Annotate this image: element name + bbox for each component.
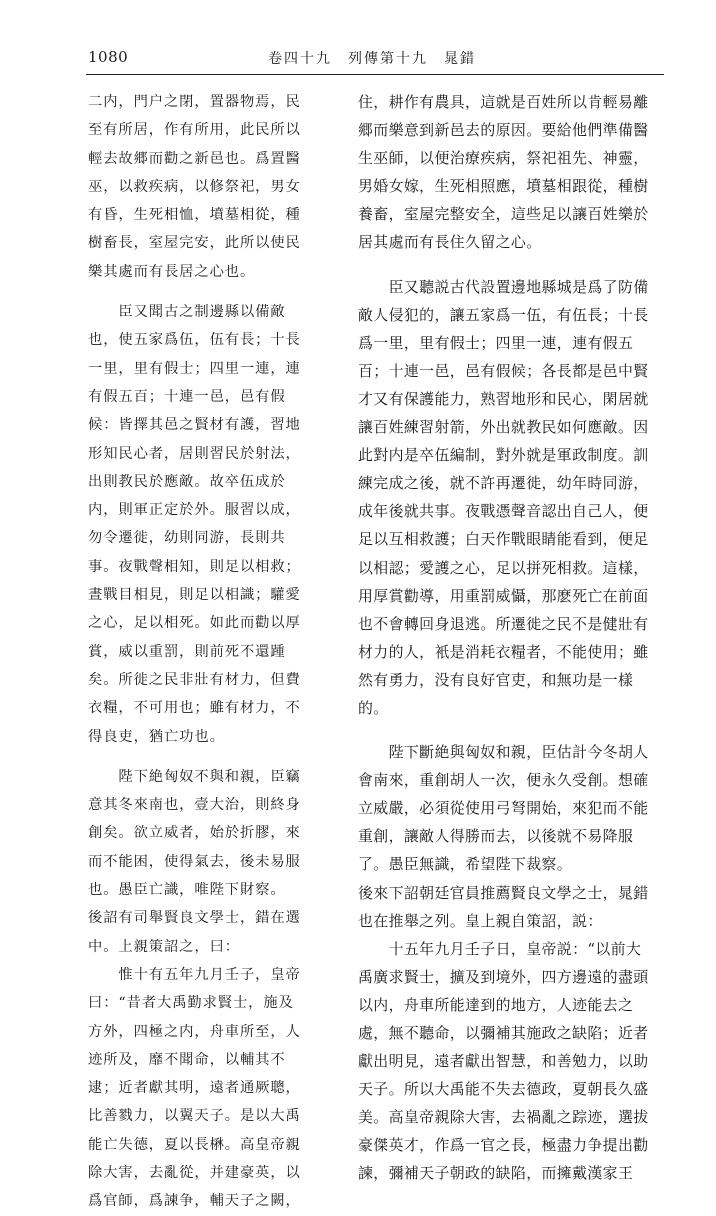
left-column-classical-text bbox=[88, 88, 334, 1216]
right-paragraph-5: 十五年九月壬子日，皇帝説：“以前大 禹廣求賢士，擴及到境外，四方邊遠的盡頭 以内，舟車所能達到的地方，人迹能去之 處，無不聽命，以彌補其施政之缺陷；近者 獻出明見，遠者獻出智慧，和善勉力，以助 天子。所以大禹能不失去德政，夏朝長久盛 美。高皇帝親除大害，去禍亂之踪迹，選拔 豪傑英才，作爲一官之長，極盡力争提出勸 諫，彌補天子朝政的缺陷，而擁戴漢家王 bbox=[358, 939, 649, 1183]
left-paragraph-1: 二内，門户之閉，置器物焉，民 至有所居，作有所用，此民所以 輕去故郷而勸之新邑也。爲置醫 巫，以救疾病，以修祭祀，男女 有昏，生死相恤，墳墓相從，種 樹畜長，室屋完安，此所以使民 樂其處而有長居之心也。 bbox=[88, 94, 301, 280]
header-rule bbox=[86, 74, 664, 75]
left-paragraph-3: 陛下絶匈奴不與和親，臣竊 意其冬來南也，壹大治，則終身 創矣。欲立威者，始於折膠，來 而不能困，使得氣去，後未易服 也。愚臣亡識，唯陛下財察。 bbox=[88, 768, 301, 899]
right-paragraph-3: 陛下斷絶與匈奴和親，臣估計今冬胡人 會南來，重創胡人一次，便永久受創。想確 立威嚴，必須從使用弓弩開始，來犯而不能 重創，讓敵人得勝而去，以後就不易降服 了。愚臣無識，希望陛下裁察。 bbox=[358, 743, 649, 874]
left-paragraph-2: 臣又聞古之制邊縣以備敵 也，使五家爲伍，伍有長；十長 一里，里有假士；四里一連，連 有假五百；十連一邑，邑有假 候：皆擇其邑之賢材有護，習地 形知民心者，居則習民於射法， 出則教民於應敵。故卒伍成於 内，則軍正定於外。服習以成， 勿令遷徙，幼則同游，長則共 事。夜戰聲相知，則足以相救； 晝戰目相見，則足以相識；驩愛 之心，足以相死。如此而勸以厚 賞，威以重罰，則前死不還踵 矣。所徙之民非壯有材力，但費 衣糧，不可用也；雖有材力，不 得良吏，猶亡功也。 bbox=[88, 304, 301, 745]
left-paragraph-4: 後詔有司舉賢良文學士，錯在選 中。上親策詔之，曰： bbox=[88, 910, 301, 955]
paragraph-gap bbox=[358, 722, 663, 738]
right-paragraph-1: 住，耕作有農具，這就是百姓所以肯輕易離 郷而樂意到新邑去的原因。要給他們準備醫 生巫師，以便治療疾病，祭祀祖先、神靈， 男婚女嫁，生死相照應，墳墓相跟從，種樹 養畜，室屋完整安全，這些足以讓百姓樂於 居其處而有長住久留之心。 bbox=[358, 93, 649, 252]
right-column-translation bbox=[358, 88, 663, 1188]
page-number: 1080 bbox=[88, 48, 129, 66]
running-head: 卷四十九 列傳第十九 晁錯 bbox=[268, 51, 476, 67]
right-paragraph-2: 臣又聽説古代設置邊地縣城是爲了防備 敵人侵犯的，讓五家爲一伍，有伍長；十長 爲一里，里有假士；四里一連，連有假五 百；十連一邑，邑有假候；各長都是邑中賢 才又有保護能力，熟習地形和民心，閑居就 讓百姓練習射箭，外出就教民如何應敵。因 此對内是卒伍編制，對外就是軍政制度。訓 練完成之後，就不許再遷徙，幼年時同游， 成年後就共事。夜戰憑聲音認出自己人，便 足以互相救護；白天作戰眼睛能看到，便足 以相認；愛護之心，足以拼死相救。這樣， 用厚賞勸導，用重罰威懾，那麽死亡在前面 也不會轉回身退逃。所遷徙之民不是健壯有 材力的人，衹是消耗衣糧者，不能使用；雖 然有勇力，没有良好官吏，和無功是一樣 的。 bbox=[358, 277, 649, 717]
paragraph-gap bbox=[88, 751, 334, 763]
right-paragraph-4: 後來下詔朝廷官員推薦賢良文學之士，晁錯 也在推舉之列。皇上親自策詔，説： bbox=[358, 883, 649, 930]
paragraph-gap bbox=[358, 257, 663, 273]
paragraph-gap bbox=[88, 286, 334, 298]
left-paragraph-5: 惟十有五年九月壬子，皇帝 曰：“昔者大禹勤求賢士，施及 方外，四極之内，舟車所至，人 迹所及，靡不聞命，以輔其不 逮；近者獻其明，遠者通厥聰， 比善戮力，以翼天子。是以大禹 能亡失德，夏以長楙。高皇帝親 除大害，去亂從，并建豪英，以 爲官師，爲諫争，輔天子之闕， bbox=[88, 966, 301, 1210]
